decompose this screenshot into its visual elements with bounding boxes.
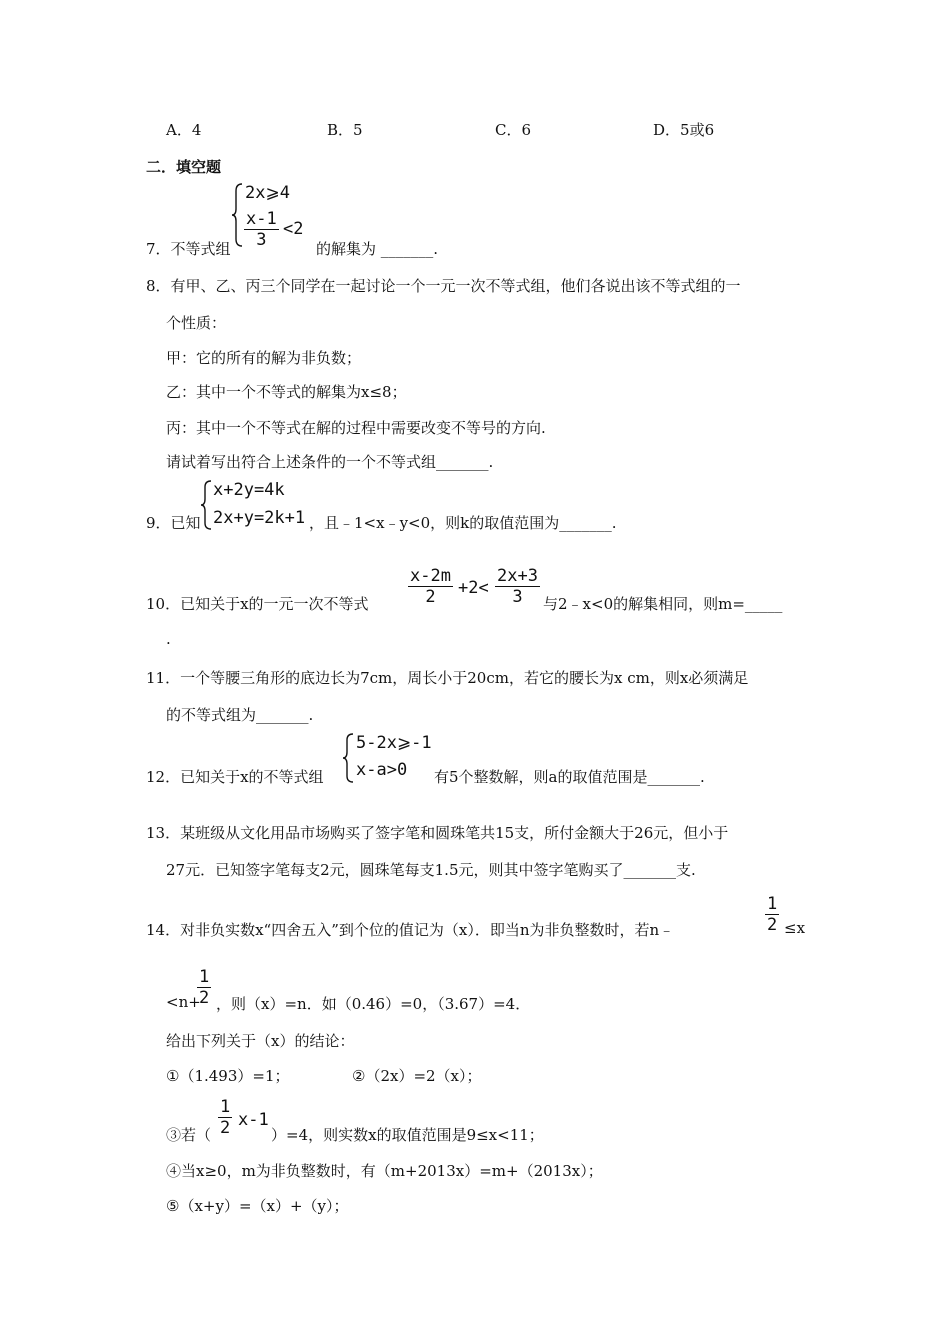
q14-line-2-pre: <n+ xyxy=(166,993,201,1011)
q7-number: 7．不等式组 xyxy=(146,240,231,258)
q10-mid: +2< xyxy=(458,578,489,598)
q9-tail: ，且﹣1<x﹣y<0，则k的取值范围为_______. xyxy=(309,514,617,532)
q8-yi: 乙：其中一个不等式的解集为x≤8； xyxy=(166,383,407,401)
option-d: D．5或6 xyxy=(653,121,715,139)
left-brace-icon xyxy=(343,733,355,783)
q9-number: 9．已知 xyxy=(146,514,201,532)
q14-line-1-end: ≤x xyxy=(784,919,806,937)
q13-line-1: 13．某班级从文化用品市场购买了签字笔和圆珠笔共15支，所付金额大于26元，但小于 xyxy=(146,824,729,842)
q14-conclusion-3-pre: ③若（ xyxy=(166,1126,212,1144)
q14-conclusion-3-post: ）=4，则实数x的取值范围是9≤x<11； xyxy=(271,1126,544,1144)
q10-fraction-1 xyxy=(408,566,453,607)
q14-half-fraction-2 xyxy=(197,967,211,1008)
q14-c3-fraction xyxy=(218,1097,232,1138)
q8-line-1: 8．有甲、乙、丙三个同学在一起讨论一个一元一次不等式组，他们各说出该不等式组的一 xyxy=(146,277,741,295)
q14-conclusion-4: ④当x≥0，m为非负整数时，有（m+2013x）=m+（2013x）； xyxy=(166,1162,603,1180)
q10-fraction-2 xyxy=(495,566,540,607)
q14-half-num: 1 xyxy=(767,894,778,914)
q7-fraction xyxy=(244,209,279,250)
q8-bing: 丙：其中一个不等式在解的过程中需要改变不等号的方向. xyxy=(166,419,546,437)
q10-f1-den: 2 xyxy=(425,587,436,607)
q14-line-2-post: ，则（x）=n．如（0.46）=0，（3.67）=4． xyxy=(216,995,531,1013)
q7-frac-num: x-1 xyxy=(246,209,277,229)
q12-tail: 有5个整数解，则a的取值范围是_______. xyxy=(434,768,705,786)
q14-c3-frac-den: 2 xyxy=(220,1118,231,1138)
q14-half2-den: 2 xyxy=(199,988,210,1008)
q7-frac-den: 3 xyxy=(256,230,267,250)
q7-inequality-2-rest: <2 xyxy=(283,219,304,239)
left-brace-icon xyxy=(232,183,244,247)
q9-equation-2: 2x+y=2k+1 xyxy=(213,508,306,528)
q8-jia: 甲：它的所有的解为非负数； xyxy=(166,349,362,367)
q14-half-den: 2 xyxy=(767,915,778,935)
option-c: C．6 xyxy=(495,121,532,139)
q11-line-1: 11．一个等腰三角形的底边长为7cm，周长小于20cm，若它的腰长为x cm，则x必须满足 xyxy=(146,669,749,687)
q7-inequality-1: 2x⩾4 xyxy=(245,183,290,203)
q14-c3-frac-num: 1 xyxy=(220,1097,231,1117)
q12-inequality-2: x-a>0 xyxy=(356,760,408,780)
q10-f2-den: 3 xyxy=(512,587,523,607)
q10-f2-num: 2x+3 xyxy=(497,566,538,586)
q14-half-fraction xyxy=(765,894,779,935)
q14-conclusion-1: ①（1.493）=1； xyxy=(166,1067,290,1085)
q8-ask: 请试着写出符合上述条件的一个不等式组_______. xyxy=(166,453,494,471)
q9-equation-1: x+2y=4k xyxy=(213,480,285,500)
q14-conclusion-2: ②（2x）=2（x）； xyxy=(352,1067,482,1085)
q12-inequality-1: 5-2x⩾-1 xyxy=(356,733,432,753)
q7-tail: 的解集为 _______. xyxy=(316,240,439,258)
option-a: A．4 xyxy=(166,121,202,139)
q14-half2-num: 1 xyxy=(199,967,210,987)
q11-line-2: 的不等式组为_______. xyxy=(166,706,314,724)
q10-head: 10．已知关于x的一元一次不等式 xyxy=(146,595,369,613)
q13-line-2: 27元．已知签字笔每支2元，圆珠笔每支1.5元，则其中签字笔购买了_______支. xyxy=(166,861,696,879)
q8-line-2: 个性质： xyxy=(166,314,227,332)
q14-line-1: 14．对非负实数x“四舍五入”到个位的值记为（x）．即当n为非负整数时，若n﹣ xyxy=(146,921,675,939)
option-b: B．5 xyxy=(327,121,363,139)
q12-head: 12．已知关于x的不等式组 xyxy=(146,768,324,786)
q14-intro: 给出下列关于（x）的结论： xyxy=(166,1032,355,1050)
q14-conclusion-5: ⑤（x+y）=（x）+（y）； xyxy=(166,1197,349,1215)
section-title: 二．填空题 xyxy=(146,158,222,176)
q10-f1-num: x-2m xyxy=(410,566,451,586)
left-brace-icon xyxy=(201,480,213,530)
q10-dot: . xyxy=(166,630,171,648)
q14-c3-var: x-1 xyxy=(238,1110,269,1130)
q10-tail: 与2﹣x<0的解集相同，则m=_____ xyxy=(543,595,783,613)
